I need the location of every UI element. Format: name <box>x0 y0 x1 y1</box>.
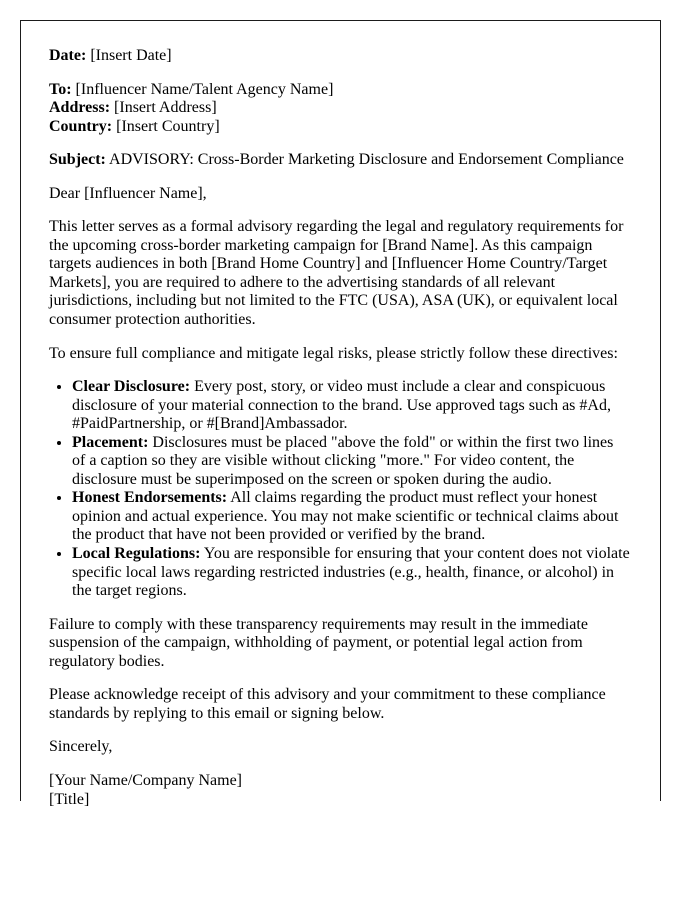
directive-item-local-regulations <box>72 545 630 601</box>
intro-paragraph: This letter serves as a formal advisory regarding the legal and regulatory requirements for the upcoming cross-border marketing campaign for [Brand Name]. As this campaign targets audiences in both [Brand Home Country] and [Influencer Home Country/Target Markets], you are required to adhere to the advertising standards of all relevant jurisdictions, including but not limited to the FTC (USA), ASA (UK), or equivalent local consumer protection authorities. <box>49 218 624 329</box>
directive-item-honest-endorsements <box>72 489 630 545</box>
directives-intro: To ensure full compliance and mitigate legal risks, please strictly follow these directives: <box>49 344 618 362</box>
directive-label: Honest Endorsements: <box>72 489 228 507</box>
directive-text: All claims regarding the product must reflect your honest opinion and actual experience. You may not make scientific or technical claims about the product that have not been provided or verified by the brand. <box>72 489 619 544</box>
signature-block <box>49 772 630 809</box>
signature-name: [Your Name/Company Name] <box>49 771 243 789</box>
date-label: Date: <box>49 47 87 64</box>
directive-text: Every post, story, or video must include a clear and conspicuous disclosure of your material connection to the brand. Use approved tags such as #Ad, #PaidPartnership, or #[Brand]Ambassador. <box>72 378 611 433</box>
directive-item-placement <box>72 434 630 490</box>
directive-label: Local Regulations: <box>72 545 201 563</box>
subject-label: Subject: <box>49 151 106 169</box>
directive-label: Clear Disclosure: <box>72 378 191 396</box>
closing: Sincerely, <box>49 738 113 756</box>
directive-label: Placement: <box>72 433 149 451</box>
date-line <box>49 47 630 66</box>
to-value: [Influencer Name/Talent Agency Name] <box>75 80 334 98</box>
country-label: Country: <box>49 117 113 135</box>
directive-text: You are responsible for ensuring that your content does not violate specific local laws regarding restricted industries (e.g., health, finance, or alcohol) in the target regions. <box>72 545 630 600</box>
signature-title: [Title] <box>49 790 90 808</box>
address-value: [Insert Address] <box>114 99 217 117</box>
acknowledgement-paragraph: Please acknowledge receipt of this advisory and your commitment to these compliance standards by replying to this email or signing below. <box>49 686 606 722</box>
advisory-letter-document <box>20 20 661 808</box>
recipient-block <box>49 81 630 137</box>
to-label: To: <box>49 80 72 98</box>
subject-line <box>49 151 630 170</box>
salutation: Dear [Influencer Name], <box>49 184 207 202</box>
directive-text: Disclosures must be placed "above the fold" or within the first two lines of a caption so they are visible without clicking "more." For video content, the disclosure must be superimposed on the screen or spoken during the audio. <box>72 433 614 488</box>
country-value: [Insert Country] <box>116 117 220 135</box>
directive-item-clear-disclosure <box>72 378 630 434</box>
date-value: [Insert Date] <box>90 47 172 64</box>
subject-value: ADVISORY: Cross-Border Marketing Disclosure and Endorsement Compliance <box>109 151 624 169</box>
directives-list <box>49 378 630 601</box>
consequences-paragraph: Failure to comply with these transparency requirements may result in the immediate suspension of the campaign, withholding of payment, or potential legal action from regulatory bodies. <box>49 615 588 670</box>
address-label: Address: <box>49 99 111 117</box>
